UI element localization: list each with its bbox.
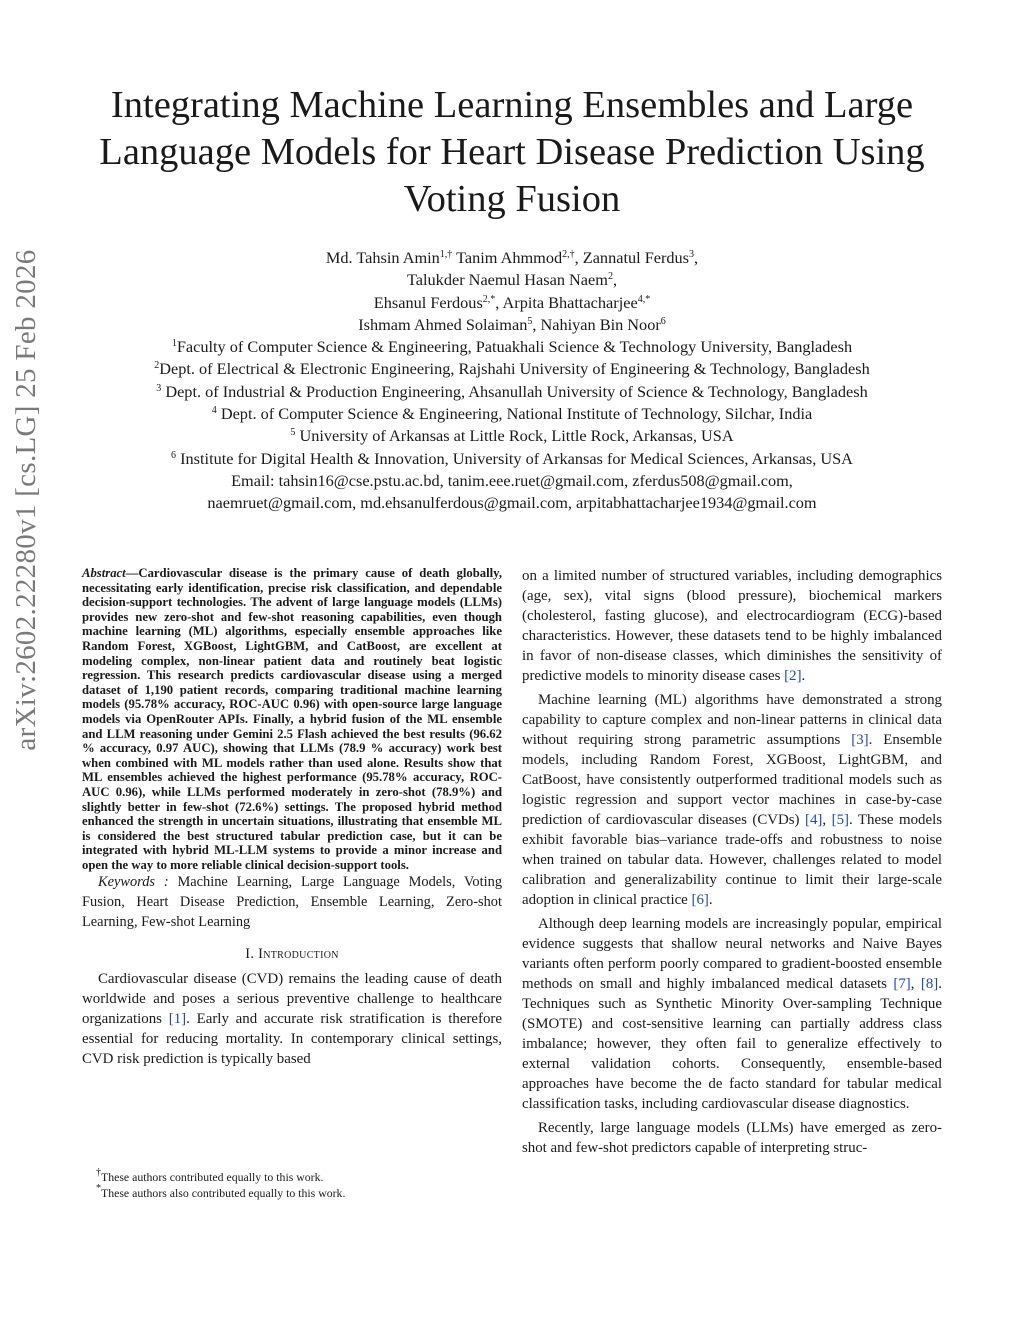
affiliation-2: $^2$Dept. of Electrical & Electronic Engineering, Rajshahi University of Engineering & Technology, Bangladesh	[154, 359, 870, 379]
keywords-text: Machine Learning, Large Language Models, Voting Fusion, Heart Disease Prediction, Ensemble Learning, Zero-shot Learning, Few-shot Learning	[82, 874, 503, 931]
abstract	[82, 566, 502, 872]
author-line-1	[60, 247, 964, 269]
email-line-1: Email: tahsin16@cse.pstu.ac.bd, tanim.eee.ruet@gmail.com, zferdus508@gmail.com,	[231, 470, 793, 490]
keywords	[82, 872, 502, 932]
citation-link[interactable]: [1]	[168, 1011, 187, 1028]
author-name: Talukder Naemul Hasan Naem	[406, 270, 608, 290]
citation-link[interactable]: [6]	[691, 892, 709, 908]
keywords-label: Keywords :	[98, 874, 169, 891]
intro-paragraph-continued: on a limited number of structured variables, including demographics (age, sex), vital signs (blood pressure), biochemical markers (cholesterol, fasting glucose), and electrocardiogram (ECG)-based characteristics. However, these datasets tend to be highly imbalanced in favor of non-disease classes, which diminishes the sensitivity of predictive models to minority disease cases [2].	[522, 568, 942, 684]
abstract-label: Abstract	[82, 566, 126, 580]
arxiv-identifier-stamp: arXiv:2602.22280v1 [cs.LG] 25 Feb 2026	[10, 249, 42, 751]
intro-paragraph-4: Recently, large language models (LLMs) have emerged as zero-shot and few-shot predictors capable of interpreting struc-	[522, 1120, 942, 1156]
author-affil-mark: 3	[689, 249, 695, 260]
author-name: Md. Tahsin Amin	[325, 248, 440, 267]
footnotes	[82, 1167, 502, 1201]
author-line-3	[60, 292, 964, 314]
author-affil-mark: 4,*	[637, 293, 651, 305]
affiliation-3: $^3$ Dept. of Industrial & Production Engineering, Ahsanullah University of Science & Technology, Bangladesh	[156, 381, 868, 401]
abstract-text: —Cardiovascular disease is the primary cause of death globally, necessitating early identification, precise risk classification, and dependable decision-support technologies. The advent of large language models (LLMs) provides new zero-shot and few-shot reasoning capabilities, even though machine learning (ML) algorithms, especially ensemble approaches like Random Forest, XGBoost, LightGBM, and CatBoost, are excellent at modeling complex, non-linear patient data and routinely beat logistic regression. This research predicts cardiovascular disease using a merged dataset of 1,190 patient records, comparing traditional machine learning models (95.78% accuracy, ROC-AUC 0.96) with open-source large language models via OpenRouter APIs. Finally, a hybrid fusion of the ML ensemble and LLM reasoning under Gemini 2.5 Flash achieved the best results (96.62 % accuracy, 0.97 AUC), showing that LLMs (78.9 % accuracy) work best when combined with ML models rather than used alone. Results show that ML ensembles achieved the highest performance (95.78% accuracy, ROC-AUC 0.96), while LLMs performed moderately in zero-shot (78.9%) and slightly better in few-shot (72.6%) settings. The proposed hybrid method enhanced the strength in uncertain situations, illustrating that ensemble ML is considered the best structured tabular prediction case, but it can be integrated with hybrid ML-LLM systems to provide a minor increase and open the way to more reliable clinical decision-support tools.	[82, 566, 502, 872]
citation-link[interactable]: [4]	[805, 812, 823, 828]
footnote-dagger: †These authors contributed equally to this work.	[96, 1167, 324, 1184]
citation-link[interactable]: [2]	[784, 668, 802, 684]
affiliation-4: $^4$ Dept. of Computer Science & Engineering, National Institute of Technology, Silchar, India	[211, 404, 813, 424]
author-name: Ehsanul Ferdous	[373, 292, 483, 312]
citation-link[interactable]: [8]	[920, 976, 939, 992]
author-separator: ,	[612, 270, 618, 290]
citation-link[interactable]: [7]	[893, 976, 911, 992]
paper-title: Integrating Machine Learning Ensembles and Large Language Models for Heart Disease Prediction Using Voting Fusion	[99, 84, 925, 220]
author-block	[60, 247, 964, 515]
author-name: Tanim Ahmmod	[452, 248, 563, 267]
author-affil-mark: 2	[607, 271, 613, 283]
intro-paragraph-2: Machine learning (ML) algorithms have demonstrated a strong capability to capture complex and non-linear patterns in clinical data without requiring strong parametric assumptions [3]. Ensemble models, including Random Forest, XGBoost, LightGBM, and CatBoost, have consistently outperformed traditional models such as logistic regression and support vector machines in case-by-case prediction of cardiovascular diseases (CVDs) [4], [5]. These models exhibit favorable bias–variance trade-offs and robustness to noise when trained on tabular data. However, challenges related to model calibration and generalizability continue to limit their large-scale adoption in clinical practice [6].	[522, 692, 942, 908]
intro-paragraph-1: Cardiovascular disease (CVD) remains the leading cause of death worldwide and poses a serious preventive challenge to healthcare organizations [1]. Early and accurate risk stratification is therefore essential for reducing mortality. In contemporary clinical settings, CVD risk prediction is typically based	[82, 971, 502, 1068]
affiliation-6: $^6$ Institute for Digital Health & Innovation, University of Arkansas for Medical Sciences, Arkansas, USA	[171, 448, 853, 468]
author-name: , Zannatul Ferdus	[574, 248, 690, 267]
author-name: Ishmam Ahmed Solaiman	[358, 314, 528, 334]
author-affil-mark: 6	[660, 315, 666, 327]
citation-link[interactable]: [5]	[831, 812, 849, 828]
author-line-4	[60, 314, 964, 336]
section-heading-introduction: I. Introduction	[245, 946, 339, 963]
author-affil-mark: 5	[527, 315, 533, 327]
author-separator: ,	[694, 248, 699, 267]
affiliation-1: $^1$Faculty of Computer Science & Engineering, Patuakhali Science & Technology University, Bangladesh	[171, 337, 853, 357]
intro-paragraph-3: Although deep learning models are increasingly popular, empirical evidence suggests that shallow neural networks and Naive Bayes variants often perform poorly compared to gradient-boosted ensemble methods on small and highly imbalanced medical datasets [7], [8]. Techniques such as Synthetic Minority Over-sampling Technique (SMOTE) and cost-sensitive learning can partially address class imbalance; however, they often fail to generalize effectively to external validation cohorts. Consequently, ensemble-based approaches have become the de facto standard for tabular medical classification tasks, including cardiovascular disease diagnostics.	[522, 916, 942, 1112]
author-name: , Arpita Bhattacharjee	[495, 292, 638, 312]
citation-link[interactable]: [3]	[851, 732, 869, 748]
right-column	[522, 566, 942, 1158]
left-column	[82, 566, 502, 1069]
author-affil-mark: 1,†	[439, 249, 453, 260]
author-affil-mark: 2,†	[562, 249, 575, 260]
author-name: , Nahiyan Bin Noor	[532, 314, 661, 334]
affiliation-5: $^5$ University of Arkansas at Little Rock, Little Rock, Arkansas, USA	[290, 426, 734, 446]
footnote-star: *These authors also contributed equally to this work.	[96, 1182, 346, 1200]
author-affil-mark: 2,*	[482, 293, 496, 305]
author-line-2	[60, 269, 964, 291]
email-line-2: naemruet@gmail.com, md.ehsanulferdous@gmail.com, arpitabhattacharjee1934@gmail.com	[207, 493, 817, 513]
